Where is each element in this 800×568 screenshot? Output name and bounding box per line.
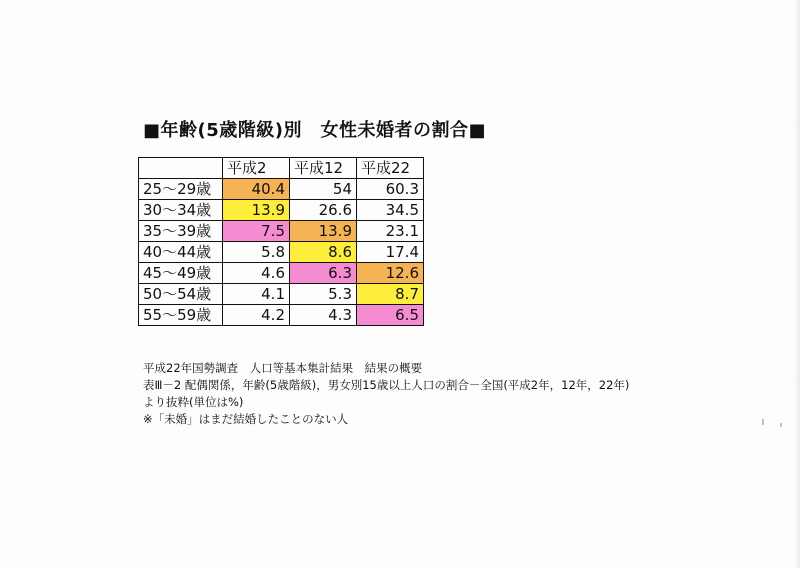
- value-cell: 60.3: [357, 179, 424, 200]
- table-row: [139, 221, 424, 242]
- table-row: [139, 242, 424, 263]
- table-header-row: [139, 158, 424, 179]
- value-cell: 4.6: [223, 263, 290, 284]
- table-body: [139, 179, 424, 326]
- value-cell: 8.7: [357, 284, 424, 305]
- value-cell: 13.9: [223, 200, 290, 221]
- table-row: [139, 179, 424, 200]
- table-row: [139, 200, 424, 221]
- value-cell: 17.4: [357, 242, 424, 263]
- value-cell: 5.3: [290, 284, 357, 305]
- row-label: 40～44歳: [139, 242, 223, 263]
- note-line: 表Ⅲ－2 配偶関係，年齢(5歳階級)，男女別15歳以上人口の割合－全国(平成2年，12年，22年): [143, 378, 630, 392]
- value-cell: 5.8: [223, 242, 290, 263]
- value-cell: 40.4: [223, 179, 290, 200]
- header-cell-empty: [139, 158, 223, 179]
- value-cell: 54: [290, 179, 357, 200]
- page-title: ■年齢(5歳階級)別 女性未婚者の割合■: [143, 120, 486, 141]
- source-notes: [143, 360, 629, 428]
- value-cell: 7.5: [223, 221, 290, 242]
- header-cell-h22: 平成22: [357, 158, 424, 179]
- scan-speck: [780, 423, 782, 427]
- value-cell: 8.6: [290, 242, 357, 263]
- table-row: [139, 305, 424, 326]
- marriage-rate-table: [138, 157, 424, 326]
- header-cell-h12: 平成12: [290, 158, 357, 179]
- value-cell: 6.3: [290, 263, 357, 284]
- row-label: 55～59歳: [139, 305, 223, 326]
- value-cell: 4.3: [290, 305, 357, 326]
- value-cell: 12.6: [357, 263, 424, 284]
- scan-speck: [762, 419, 764, 425]
- value-cell: 13.9: [290, 221, 357, 242]
- row-label: 25～29歳: [139, 179, 223, 200]
- row-label: 45～49歳: [139, 263, 223, 284]
- row-label: 30～34歳: [139, 200, 223, 221]
- value-cell: 6.5: [357, 305, 424, 326]
- table-row: [139, 263, 424, 284]
- value-cell: 23.1: [357, 221, 424, 242]
- value-cell: 4.2: [223, 305, 290, 326]
- header-cell-h2: 平成2: [223, 158, 290, 179]
- note-line: ※「未婚」はまだ結婚したことのない人: [143, 412, 349, 426]
- note-line: 平成22年国勢調査 人口等基本集計結果 結果の概要: [143, 361, 423, 375]
- note-line: より抜粋(単位は%): [143, 395, 244, 409]
- row-label: 35～39歳: [139, 221, 223, 242]
- table-row: [139, 284, 424, 305]
- scan-edge-shadow: [794, 0, 800, 568]
- value-cell: 4.1: [223, 284, 290, 305]
- row-label: 50～54歳: [139, 284, 223, 305]
- value-cell: 26.6: [290, 200, 357, 221]
- value-cell: 34.5: [357, 200, 424, 221]
